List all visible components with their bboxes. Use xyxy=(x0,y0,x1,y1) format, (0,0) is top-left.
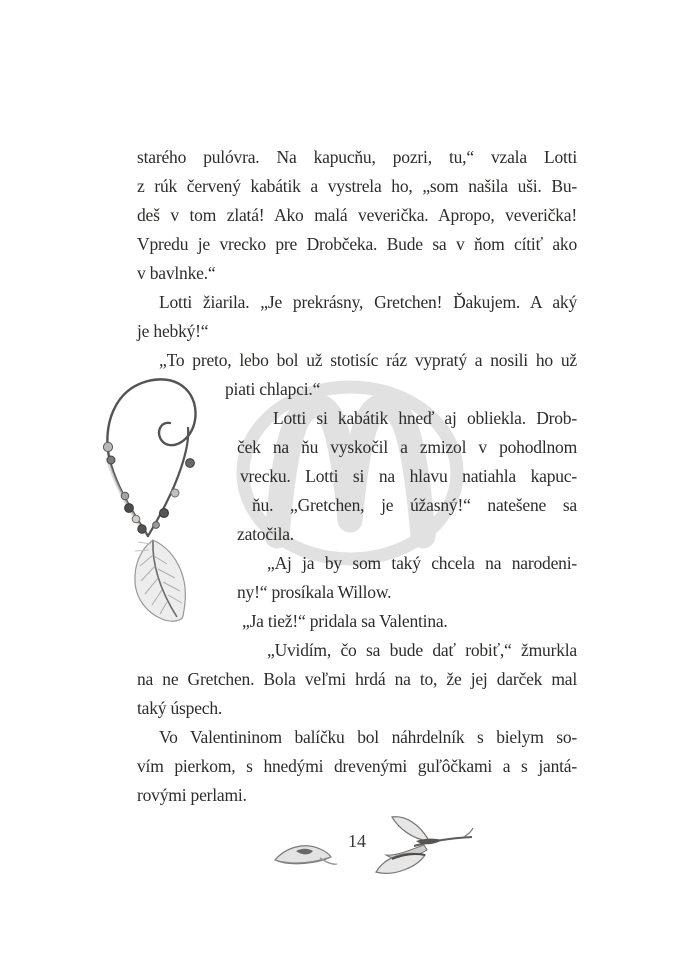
text-line: deš v tom zlatá! Ako malá veverička. Apropo, veverička! xyxy=(137,205,577,225)
text-line: „Aj ja by som taký chcela na narodeni- xyxy=(267,553,577,573)
text-line: z rúk červený kabátik a vystrela ho, „som našila uši. Bu- xyxy=(137,176,577,196)
text-line: v bavlnke.“ xyxy=(137,263,216,283)
text-line: je hebký!“ xyxy=(137,321,209,341)
text-line: vím pierkom, s hnedými drevenými guľôčkami a s jantá- xyxy=(137,756,577,776)
text-line: „To preto, lebo bol už stotisíc ráz vypratý a nosili ho už xyxy=(159,350,577,370)
text-line: Lotti si kabátik hneď aj obliekla. Drob- xyxy=(273,408,577,428)
text-line: Lotti žiarila. „Je prekrásny, Gretchen! Ďakujem. A aký xyxy=(159,292,577,312)
text-line: ček na ňu vyskočil a zmizol v pohodlnom xyxy=(237,437,577,457)
text-line: „Uvidím, čo sa bude dať robiť,“ žmurkla xyxy=(267,640,577,660)
text-line: piati chlapci.“ xyxy=(225,379,321,399)
text-line: taký úspech. xyxy=(137,698,223,718)
text-line: rovými perlami. xyxy=(137,785,247,805)
text-line: vrecku. Lotti si na hlavu natiahla kapuc- xyxy=(240,466,577,486)
text-line: ňu. „Gretchen, je úžasný!“ natešene sa xyxy=(252,495,577,515)
text-line: „Ja tiež!“ pridala sa Valentina. xyxy=(242,611,448,631)
text-line: starého pulóvra. Na kapucňu, pozri, tu,“ vzala Lotti xyxy=(137,147,577,167)
text-line: na ne Gretchen. Bola veľmi hrdá na to, že jej darček mal xyxy=(137,669,577,689)
text-block xyxy=(137,143,577,810)
text-line: Vo Valentininom balíčku bol náhrdelník s bielym so- xyxy=(159,727,577,747)
page-number: 14 xyxy=(348,831,366,851)
text-line: Vpredu je vrecko pre Drobčeka. Bude sa v ňom cítiť ako xyxy=(137,234,577,254)
text-line: zatočila. xyxy=(237,524,294,544)
text-line: ny!“ prosíkala Willow. xyxy=(237,582,392,602)
